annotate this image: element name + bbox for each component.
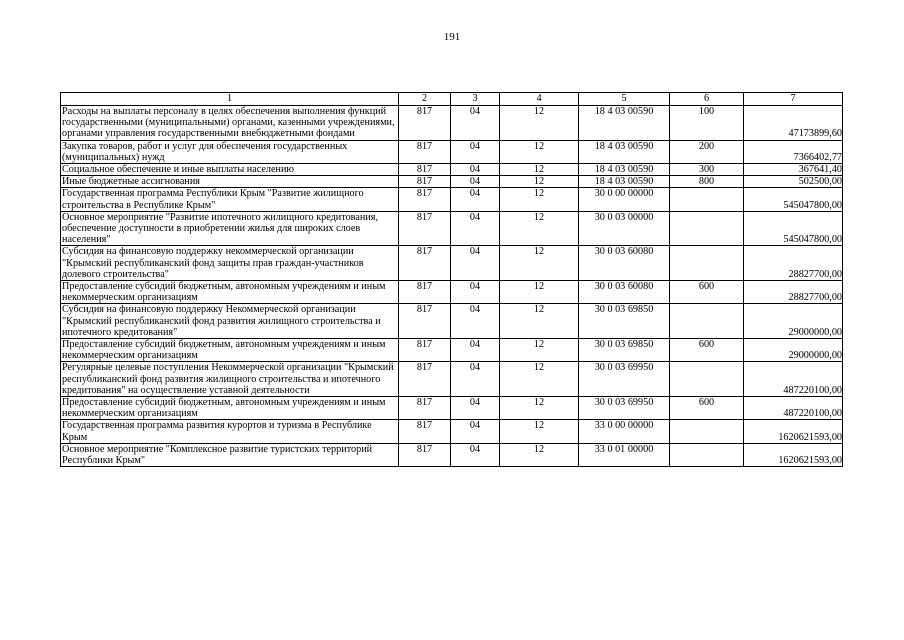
row-amount: 28827700,00 <box>744 281 843 304</box>
table-header-row <box>61 93 843 106</box>
table-row <box>61 140 843 163</box>
row-subsection-code: 12 <box>500 211 579 246</box>
row-name: Предоставление субсидий бюджетным, автономным учреждениям и иным некоммерческим организациям <box>61 281 399 304</box>
row-target-code: 30 0 03 69950 <box>579 397 670 420</box>
row-section-code: 04 <box>451 164 500 176</box>
column-header: 5 <box>579 93 670 106</box>
row-amount: 545047800,00 <box>744 188 843 211</box>
row-target-code: 30 0 03 60080 <box>579 281 670 304</box>
table-row <box>61 397 843 420</box>
row-expense-type <box>670 420 744 443</box>
row-name: Социальное обеспечение и иные выплаты населению <box>61 164 399 176</box>
column-header: 1 <box>61 93 399 106</box>
row-amount: 28827700,00 <box>744 246 843 281</box>
row-name: Предоставление субсидий бюджетным, автономным учреждениям и иным некоммерческим организациям <box>61 339 399 362</box>
row-ministry-code: 817 <box>399 246 451 281</box>
column-header: 6 <box>670 93 744 106</box>
row-target-code: 30 0 03 69950 <box>579 362 670 397</box>
row-expense-type: 100 <box>670 106 744 141</box>
row-target-code: 30 0 03 00000 <box>579 211 670 246</box>
row-amount: 47173899,60 <box>744 106 843 141</box>
row-subsection-code: 12 <box>500 176 579 188</box>
column-header: 3 <box>451 93 500 106</box>
row-section-code: 04 <box>451 339 500 362</box>
row-subsection-code: 12 <box>500 420 579 443</box>
row-ministry-code: 817 <box>399 397 451 420</box>
row-section-code: 04 <box>451 281 500 304</box>
row-name: Основное мероприятие "Развитие ипотечного жилищного кредитования, обеспечение доступности в приобретении жилья для широких слоев населения" <box>61 211 399 246</box>
table-row <box>61 304 843 339</box>
row-subsection-code: 12 <box>500 106 579 141</box>
row-expense-type <box>670 211 744 246</box>
row-section-code: 04 <box>451 140 500 163</box>
table-row <box>61 339 843 362</box>
row-target-code: 33 0 00 00000 <box>579 420 670 443</box>
row-ministry-code: 817 <box>399 176 451 188</box>
row-amount: 7366402,77 <box>744 140 843 163</box>
row-subsection-code: 12 <box>500 246 579 281</box>
table-row <box>61 188 843 211</box>
row-amount: 1620621593,00 <box>744 443 843 466</box>
row-target-code: 30 0 03 69850 <box>579 339 670 362</box>
row-expense-type <box>670 246 744 281</box>
table-row <box>61 281 843 304</box>
row-section-code: 04 <box>451 246 500 281</box>
row-subsection-code: 12 <box>500 362 579 397</box>
row-expense-type <box>670 443 744 466</box>
column-header: 4 <box>500 93 579 106</box>
row-subsection-code: 12 <box>500 281 579 304</box>
row-name: Предоставление субсидий бюджетным, автономным учреждениям и иным некоммерческим организациям <box>61 397 399 420</box>
row-ministry-code: 817 <box>399 304 451 339</box>
row-name: Иные бюджетные ассигнования <box>61 176 399 188</box>
row-expense-type: 600 <box>670 281 744 304</box>
row-section-code: 04 <box>451 304 500 339</box>
row-ministry-code: 817 <box>399 443 451 466</box>
row-name: Регулярные целевые поступления Некоммерческой организации "Крымский республиканский фонд развития жилищного строительства и ипотечного кредитования" на осуществление уставной деятельности <box>61 362 399 397</box>
table-row <box>61 443 843 466</box>
row-section-code: 04 <box>451 397 500 420</box>
row-name: Расходы на выплаты персоналу в целях обеспечения выполнения функций государственными (муниципальными) органами, казенными учреждениями, органами управления государственными внебюджетными фондами <box>61 106 399 141</box>
row-section-code: 04 <box>451 188 500 211</box>
row-target-code: 30 0 03 60080 <box>579 246 670 281</box>
row-expense-type: 200 <box>670 140 744 163</box>
row-target-code: 18 4 03 00590 <box>579 106 670 141</box>
column-header: 2 <box>399 93 451 106</box>
row-target-code: 30 0 00 00000 <box>579 188 670 211</box>
row-section-code: 04 <box>451 211 500 246</box>
row-name: Закупка товаров, работ и услуг для обеспечения государственных (муниципальных) нужд <box>61 140 399 163</box>
row-subsection-code: 12 <box>500 443 579 466</box>
column-header: 7 <box>744 93 843 106</box>
row-name: Государственная программа Республики Крым "Развитие жилищного строительства в Республике Крым" <box>61 188 399 211</box>
row-amount: 29000000,00 <box>744 304 843 339</box>
budget-table <box>60 92 843 467</box>
row-expense-type <box>670 188 744 211</box>
row-amount: 545047800,00 <box>744 211 843 246</box>
row-section-code: 04 <box>451 362 500 397</box>
row-amount: 502500,00 <box>744 176 843 188</box>
table-row <box>61 176 843 188</box>
row-amount: 1620621593,00 <box>744 420 843 443</box>
row-expense-type <box>670 362 744 397</box>
page-number: 191 <box>443 31 461 43</box>
row-section-code: 04 <box>451 420 500 443</box>
row-expense-type: 600 <box>670 397 744 420</box>
row-name: Субсидия на финансовую поддержку некоммерческой организации "Крымский республиканский фонд защиты прав граждан-участников долевого строительства" <box>61 246 399 281</box>
row-subsection-code: 12 <box>500 188 579 211</box>
row-ministry-code: 817 <box>399 106 451 141</box>
row-target-code: 18 4 03 00590 <box>579 164 670 176</box>
row-ministry-code: 817 <box>399 140 451 163</box>
row-expense-type: 600 <box>670 339 744 362</box>
row-name: Субсидия на финансовую поддержку Некоммерческой организации "Крымский республиканский фонд развития жилищного строительства и ипотечного кредитования" <box>61 304 399 339</box>
row-subsection-code: 12 <box>500 339 579 362</box>
table-row <box>61 164 843 176</box>
row-name: Государственная программа развития курортов и туризма в Республике Крым <box>61 420 399 443</box>
row-amount: 487220100,00 <box>744 362 843 397</box>
row-expense-type: 300 <box>670 164 744 176</box>
row-amount: 487220100,00 <box>744 397 843 420</box>
row-name: Основное мероприятие "Комплексное развитие туристских территорий Республики Крым" <box>61 443 399 466</box>
row-ministry-code: 817 <box>399 281 451 304</box>
row-subsection-code: 12 <box>500 164 579 176</box>
row-target-code: 18 4 03 00590 <box>579 176 670 188</box>
row-section-code: 04 <box>451 443 500 466</box>
row-ministry-code: 817 <box>399 188 451 211</box>
row-target-code: 30 0 03 69850 <box>579 304 670 339</box>
row-subsection-code: 12 <box>500 397 579 420</box>
row-section-code: 04 <box>451 176 500 188</box>
table-row <box>61 211 843 246</box>
row-ministry-code: 817 <box>399 211 451 246</box>
row-amount: 367641,40 <box>744 164 843 176</box>
row-expense-type: 800 <box>670 176 744 188</box>
table-row <box>61 246 843 281</box>
row-target-code: 33 0 01 00000 <box>579 443 670 466</box>
row-amount: 29000000,00 <box>744 339 843 362</box>
row-ministry-code: 817 <box>399 420 451 443</box>
table-row <box>61 362 843 397</box>
table-row <box>61 106 843 141</box>
table-row <box>61 420 843 443</box>
row-section-code: 04 <box>451 106 500 141</box>
row-ministry-code: 817 <box>399 362 451 397</box>
row-target-code: 18 4 03 00590 <box>579 140 670 163</box>
row-ministry-code: 817 <box>399 339 451 362</box>
row-subsection-code: 12 <box>500 140 579 163</box>
row-ministry-code: 817 <box>399 164 451 176</box>
row-subsection-code: 12 <box>500 304 579 339</box>
row-expense-type <box>670 304 744 339</box>
